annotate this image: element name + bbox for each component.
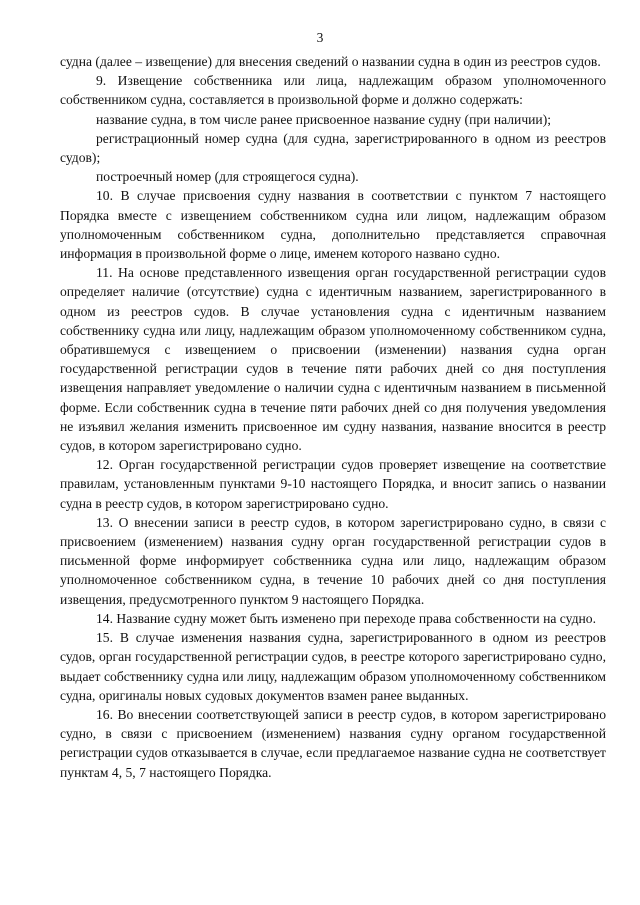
list-item-registration-number: регистрационный номер судна (для судна, зарегистрированного в одном из реестров судов); [60, 130, 606, 166]
paragraph-16: 16. Во внесении соответствующей записи в реестр судов, в котором зарегистрировано судно, в связи с присвоением (изменением) названия судну органом государственной регистрации судов отказывается в случае, если предлагаемое название судна не соответствует пунктам 4, 5, 7 настоящего Порядка. [60, 706, 606, 780]
paragraph-15: 15. В случае изменения названия судна, зарегистрированного в одном из реестров судов, орган государственной регистрации судов, в реестре которого зарегистрировано судно, выдает собственнику судна или лицу, надлежащим образом уполномоченному собственником судна, оригиналы новых судовых документов взамен ранее выданных. [60, 630, 606, 703]
list-item-ship-name: название судна, в том числе ранее присвоенное название судну (при наличии); [96, 111, 552, 127]
paragraph-12: 12. Орган государственной регистрации судов проверяет извещение на соответствие правилам, установленным пунктами 9-10 настоящего Порядка, и вносит запись о названии судна в реестр судов, в котором зарегистрировано судно. [60, 457, 606, 511]
paragraph-14: 14. Название судну может быть изменено при переходе права собственности на судно. [96, 610, 596, 626]
page-number: 3 [316, 30, 324, 45]
list-item-build-number: построечный номер (для строящегося судна). [96, 169, 359, 185]
paragraph-11: 11. На основе представленного извещения орган государственной регистрации судов определяет наличие (отсутствие) судна с идентичным названием, зарегистрированного в одном из реестров судов. В случае установления судна с идентичным названием собственнику судна или лицу, надлежащим образом уполномоченному собственником судна, обратившемуся с извещением о присвоении (изменении) названия судна орган государственной регистрации судов в течение пяти рабочих дней со дня поступления извещения направляет уведомление о наличии судна с идентичным названием в письменной форме. Если собственник судна в течение пяти рабочих дней со дня получения уведомления не изъявил желания изменить присвоенное им судну названия, название вносится в реестр судов, в котором зарегистрировано судно. [60, 265, 606, 454]
document-body [60, 52, 606, 782]
paragraph-13: 13. О внесении записи в реестр судов, в котором зарегистрировано судно, в связи с присвоением (изменением) названия судну орган государственной регистрации судов в письменной форме информирует собственника судна или лицо, надлежащим образом уполномоченное собственником судна, в течение 10 рабочих дней со дня поступления извещения, предусмотренного пунктом 9 настоящего Порядка. [60, 514, 606, 607]
paragraph-10: 10. В случае присвоения судну названия в соответствии с пунктом 7 настоящего Порядка вместе с извещением собственником судна или лицом, надлежащим образом уполномоченным собственником судна, дополнительно представляется справочная информация в произвольной форме о лице, именем которого названо судно. [60, 188, 606, 262]
paragraph-9: 9. Извещение собственника или лица, надлежащим образом уполномоченного собственником судна, составляется в произвольной форме и должно содержать: [60, 73, 606, 108]
paragraph-continuation: судна (далее – извещение) для внесения сведений о названии судна в один из реестров судов. [60, 54, 601, 69]
